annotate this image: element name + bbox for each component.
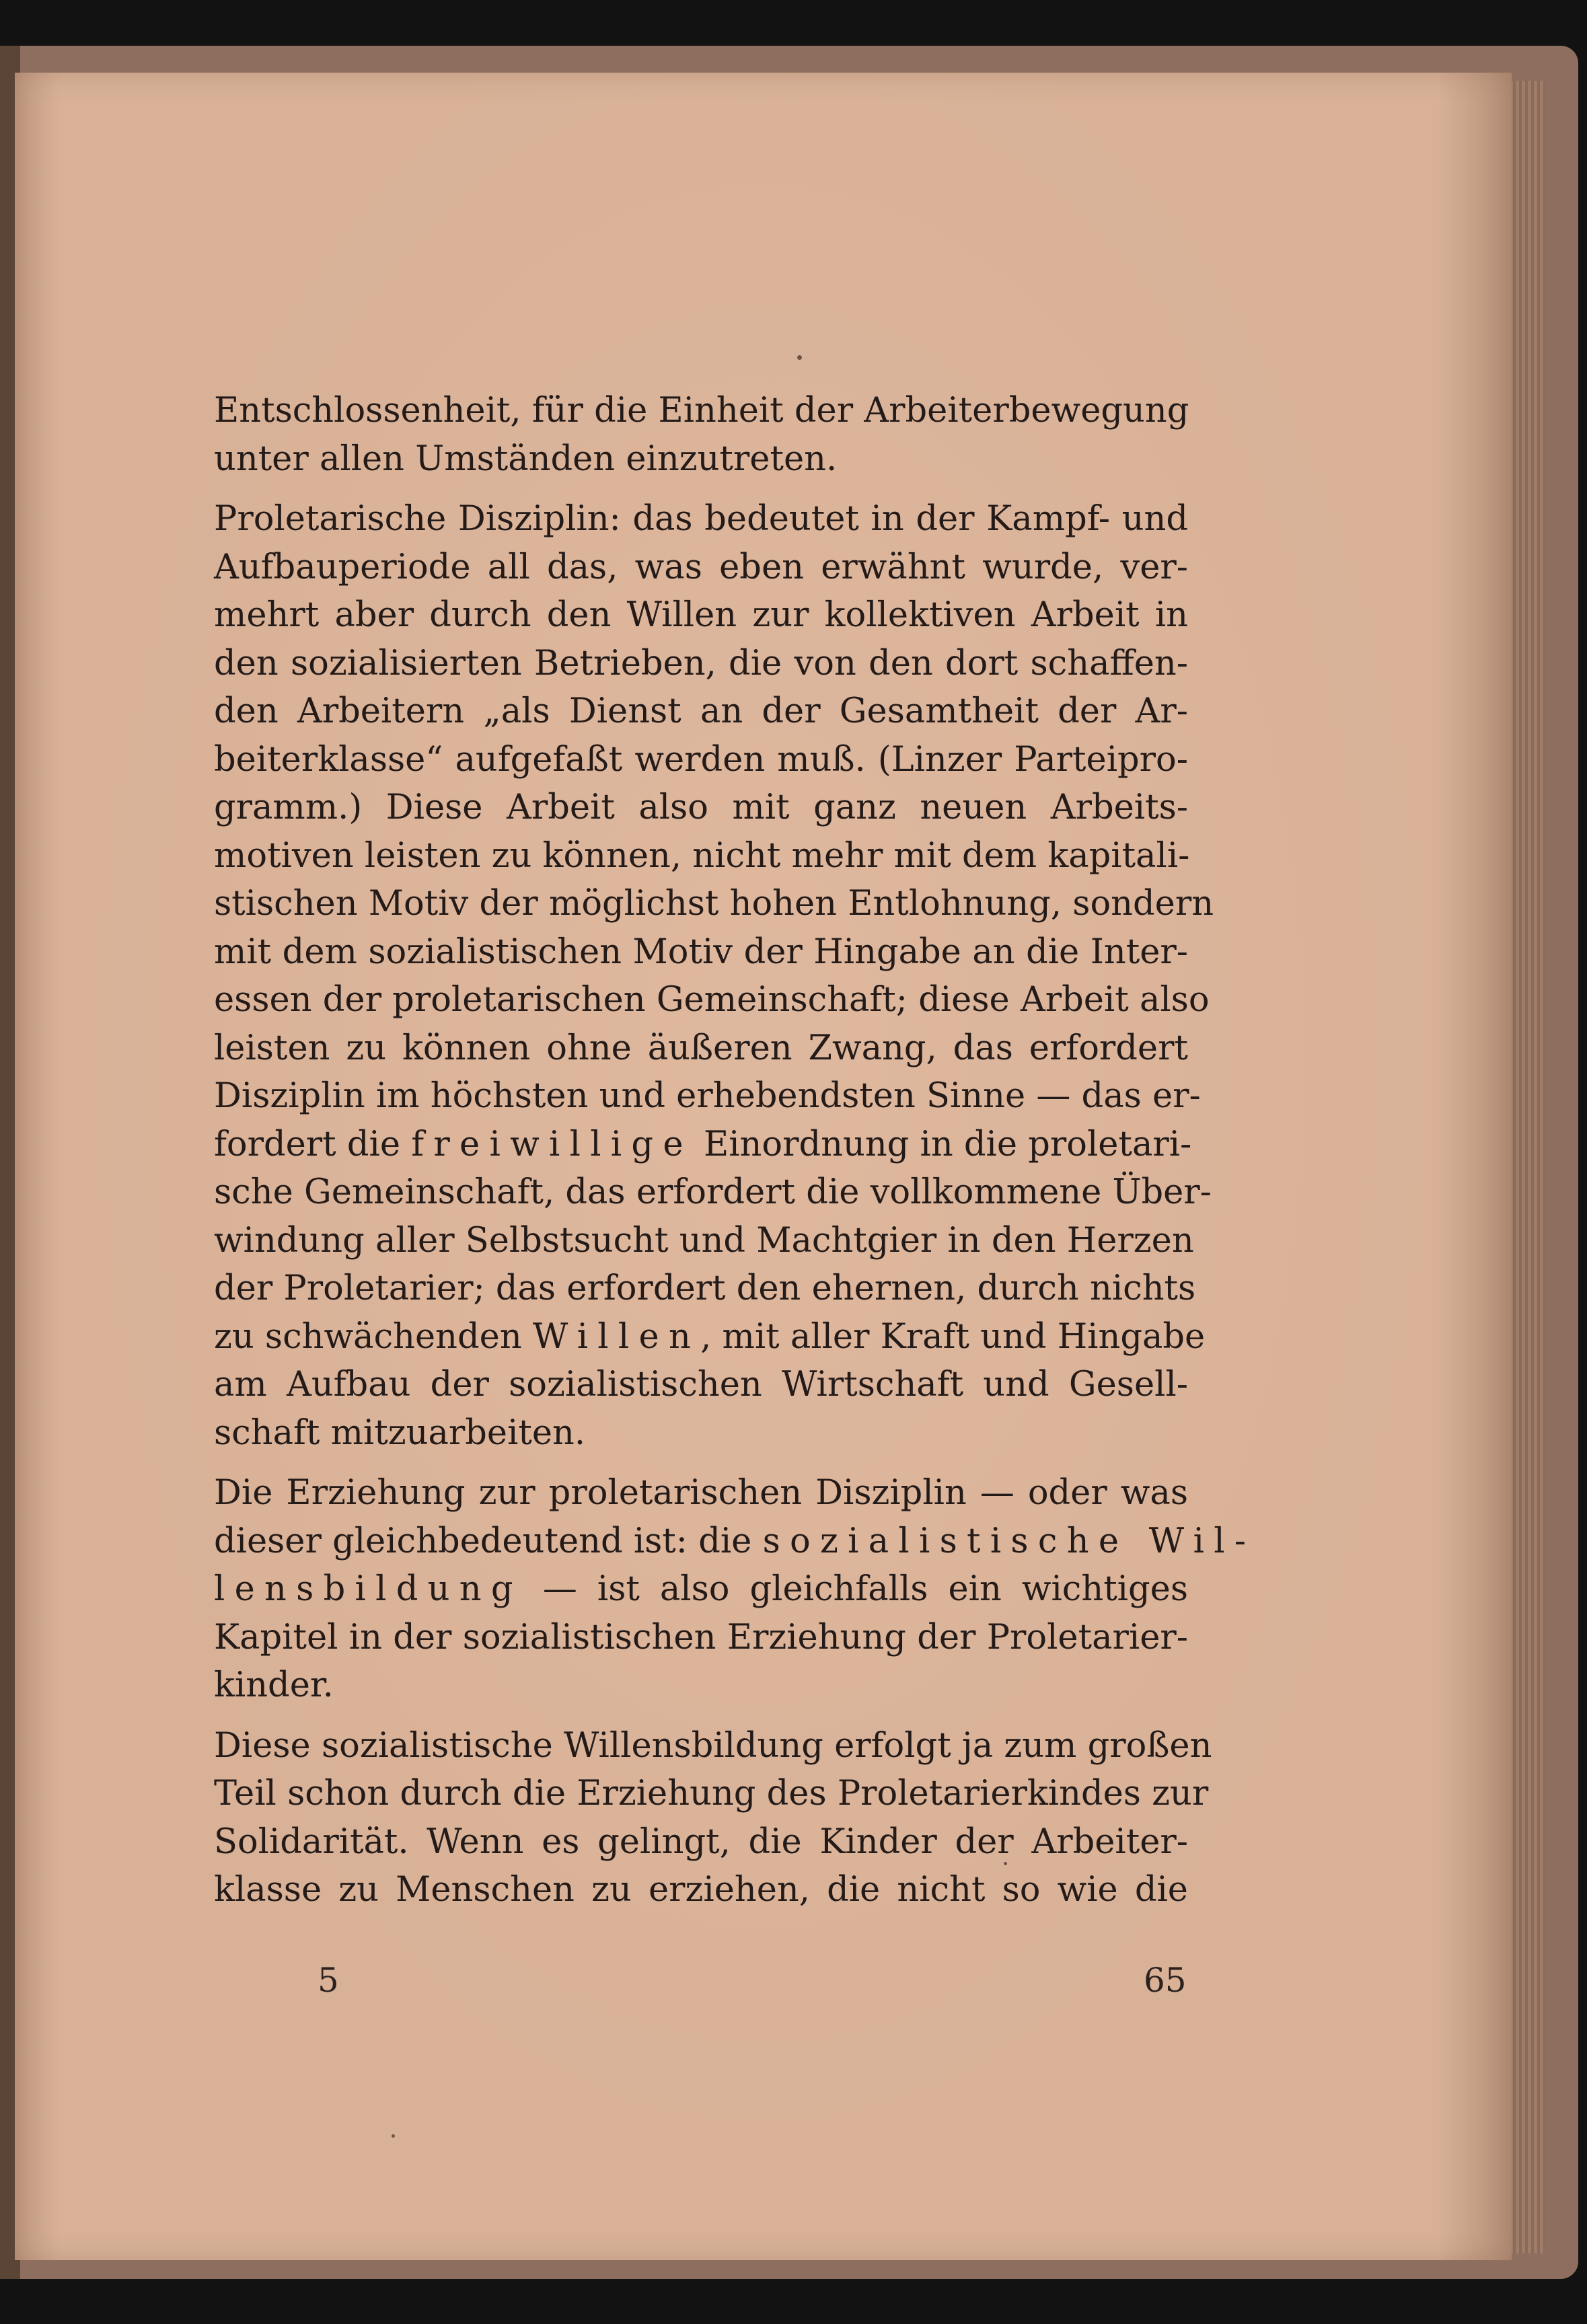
text-run: dieser gleichbedeutend ist: die	[214, 1521, 763, 1561]
paper-speck	[797, 355, 802, 360]
text-line: mit dem sozialistischen Motiv der Hingabe an die Inter-	[214, 932, 1188, 972]
text-line	[214, 1565, 1188, 1614]
text-line: Diese sozialistische Willensbildung erfolgt ja zum großen	[214, 1725, 1212, 1766]
text-line: Teil schon durch die Erziehung des Proletarierkindes zur	[214, 1774, 1209, 1813]
text-line: gramm.) Diese Arbeit also mit ganz neuen Arbeits-	[214, 788, 1188, 827]
text-line: Aufbauperiode all das, was eben erwähnt wurde, ver-	[214, 547, 1188, 587]
text-line: Proletarische Disziplin: das bedeutet in der Kampf- und	[214, 499, 1188, 539]
paper-speck	[392, 2134, 395, 2138]
signature-mark: 5	[318, 1961, 339, 2000]
text-line: kinder.	[214, 1665, 334, 1705]
text-line	[214, 1517, 1256, 1566]
text-run: — ist also gleichfalls ein wichtiges	[522, 1569, 1188, 1609]
text-line: Entschlossenheit, für die Einheit der Arbeiterbewegung	[214, 391, 1189, 430]
text-line: Die Erziehung zur proletarischen Disziplin — oder was	[214, 1473, 1188, 1513]
text-line: am Aufbau der sozialistischen Wirtschaft und Gesell-	[214, 1365, 1188, 1404]
emphasis-spaced: lensbildung	[214, 1569, 523, 1609]
text-line: klasse zu Menschen zu erziehen, die nicht so wie die	[214, 1870, 1188, 1910]
text-run: fordert die	[214, 1124, 412, 1164]
text-line: sche Gemeinschaft, das erfordert die vollkommene Über-	[214, 1172, 1212, 1212]
emphasis-spaced: Willen	[532, 1316, 701, 1357]
text-line: beiterklasse“ aufgefaßt werden muß. (Linzer Parteipro-	[214, 739, 1188, 780]
text-line: essen der proletarischen Gemeinschaft; diese Arbeit also	[214, 980, 1210, 1020]
text-line: den sozialisierten Betrieben, die von den dort schaffen-	[214, 643, 1188, 683]
text-line: unter allen Umständen einzutreten.	[214, 439, 838, 479]
text-run: Einordnung in die proletari-	[692, 1124, 1192, 1164]
text-line: mehrt aber durch den Willen zur kollektiven Arbeit in	[214, 595, 1188, 635]
text-line	[214, 1313, 1206, 1361]
text-line: den Arbeitern „als Dienst an der Gesamtheit der Ar-	[214, 691, 1188, 731]
text-line: schaft mitzuarbeiten.	[214, 1413, 586, 1453]
text-line: windung aller Selbstsucht und Machtgier in den Herzen	[214, 1220, 1194, 1261]
emphasis-spaced: freiwillige	[411, 1124, 693, 1164]
text-line: Disziplin im höchsten und erhebendsten Sinne — das er-	[214, 1076, 1201, 1116]
text-run: zu schwächenden	[214, 1316, 533, 1357]
page-number: 65	[1144, 1961, 1187, 2000]
text-line	[214, 1121, 1192, 1169]
text-line: motiven leisten zu können, nicht mehr mit dem kapitali-	[214, 835, 1190, 876]
body-text	[214, 387, 1256, 1914]
emphasis-spaced: sozialistische Wil-	[762, 1521, 1256, 1561]
text-line: leisten zu können ohne äußeren Zwang, das erfordert	[214, 1028, 1188, 1068]
text-run: , mit aller Kraft und Hingabe	[700, 1316, 1206, 1357]
text-line: stischen Motiv der möglichst hohen Entlohnung, sondern	[214, 884, 1214, 924]
text-line: der Proletarier; das erfordert den ehernen, durch nichts	[214, 1269, 1196, 1308]
text-line: Solidarität. Wenn es gelingt, die Kinder der Arbeiter-	[214, 1822, 1188, 1862]
text-line: Kapitel in der sozialistischen Erziehung der Proletarier-	[214, 1617, 1188, 1657]
